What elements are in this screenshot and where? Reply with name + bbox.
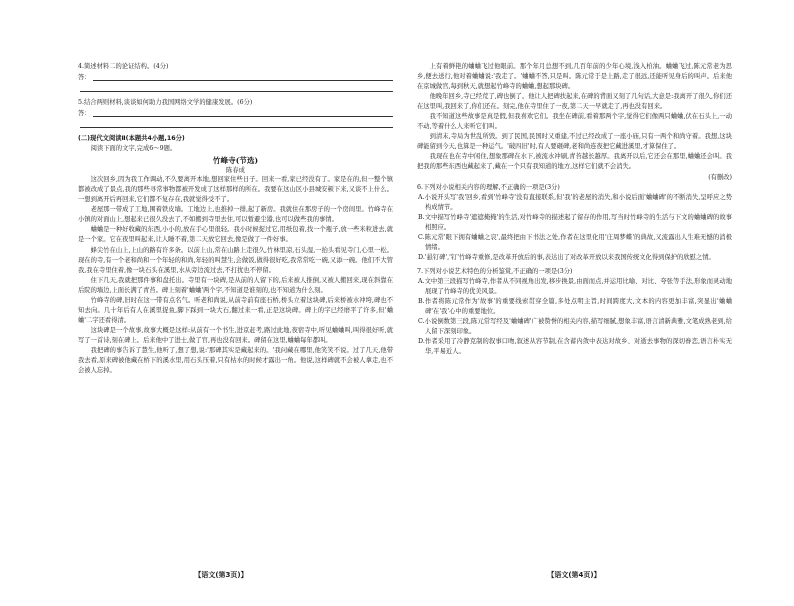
question-7: 7.下列对小说艺术特色的分析鉴赏,不正确的一项是(3分) [417,267,573,275]
answer-rule [80,91,393,92]
answer-rule [80,127,393,128]
page-number-right: 【语文(第4页)】 [547,571,601,579]
passage-paragraph: 蜂尖竹在山上,上山的路有许多条。以前上山,常在山路上走很久,竹林里凉,石头湿,一抬头看见寺门,心里一松。现在的寺,有一个老和尚和一个年轻的和尚,年轻的叫慧生,会做饭,做得很好吃,我常常吃一碗,又添一碗。他们不大管我,我在寺里住着,像一块石头在溪里,水从旁边流过去,不打扰也不停留。 [78,246,393,274]
question-5: 5.结合两则材料,谈谈如何助力我国网络文学的健康发展。(6分) [78,99,253,107]
answer-line-5[interactable] [78,108,393,119]
section-heading: (二)现代文阅读Ⅱ(本题共4小题,16分) [78,135,185,143]
passage-paragraph: 这块碑是一个故事,故事大概是这样:从前有一个书生,进京赶考,路过此地,夜宿寺中,听见蛐蛐叫,叫得很好听,就写了一首诗,刻在碑上。后来他中了进士,做了官,再也没有回来。碑留在这里,蛐蛐每年都叫。 [78,326,393,344]
answer-line-4[interactable] [78,72,393,83]
answer-line-5b[interactable] [78,119,393,130]
answer-rule [93,80,393,81]
passage-paragraph: 我把碑的事告诉了慧生,他听了,想了想,说:'那碑其实是藏起来的。'我问藏在哪里,他笑笑不说。过了几天,他带我去看,原来碑被他藏在桥下的溪水里,用石头压着,只有枯水的时候才露出一角。他说,这样碑就不会被人拿走,也不会被人忘掉。 [78,346,393,375]
passage-paragraph: 住下几天,我就把那件事和盘托出。寺里有一块碑,是从前的人留下的,后来被人推倒,又被人搬回来,现在斜靠在后院的墙边,上面长满了青苔。碑上刻着'蛐蛐'两个字,不知道是谁刻的,也不知道为什么刻。 [78,276,393,294]
answer-label: 答： [78,74,91,81]
passage-paragraph: 他晚年回乡,寺已经荒了,碑也倒了。他让人把碑扶起来,在碑的背面又刻了几句话,大意是:我离开了很久,你们还在这里叫,我回来了,你们还在。刻完,他在寺里住了一夜,第二天一早就走了,再也没有回来。 [417,93,732,111]
reading-instruction: 阅读下面的文字,完成6～9题。 [90,145,177,153]
passage-author: 陈春成 [226,167,245,175]
question-4: 4.简述材料二的论证结构。(4分) [78,63,169,70]
question-6: 6.下列对小说相关内容的理解,不正确的一项是(3分) [417,183,560,191]
left-column [78,62,393,376]
passage-paragraph: 我不知道这些故事是真是假,但我喜欢它们。我坐在碑前,看着那两个字,觉得它们像两只蛐蛐,伏在石头上,一动不动,等着什么人来听它们叫。 [417,113,732,131]
source-note: (有删改) [708,173,732,181]
page-number-left: 【语文(第3页)】 [194,571,248,579]
answer-line-4b[interactable] [78,83,393,94]
passage-paragraph: 竹峰寺的碑,旧时在这一带有点名气。听老和尚说,从前寺前有座石桥,桥头立着这块碑,后来桥被水冲垮,碑也不知去向。几十年后有人在溪里捉鱼,脚下踩到一块大石,翻过来一看,正是这块碑。碑上的字已经磨平了许多,但'蛐蛐'二字还看得清。 [78,296,393,324]
passage-paragraph: 到清末,寺局为世乱所毁。到了民国,民国时又重建,不过已经改成了一座小庙,只有一两个和尚守着。我想,这块碑能留到今天,也算是一种运气。'破四旧'时,有人要砸碑,老和尚连夜把它藏进溪里,才算保住了。 [417,133,732,151]
answer-label: 答： [78,110,91,118]
passage-title: 竹峰寺(节选) [212,156,259,166]
option-7d: D.作者采用了冷静克制的叙事口吻,叙述从容节制,在含蓄内敛中表达对故乡、对逝去事物的深切眷恋,语言朴实无华,平易近人。 [418,338,732,356]
passage-paragraph: 老屋那一带成了工地,围着铁皮墙。工地边上,也推掉一排,起了新房。我就住在那房子的一个房间里。竹峰寺在小镇的对面山上,想起来已很久没去了,不如搬到寺里去住,可以暂避尘嚣,也可以做些我的事情。 [78,206,393,224]
passage-paragraph: 上有着鲜艳的蛐蛐飞过他眼前。那个年月总想不到,几百年前的少年心境,浅入柏油。蛐蛐飞过,陈元常老为思乡,便去送行,他对着蛐蛐说:'我走了。'蛐蛐不答,只是叫。陈元常于是上路,走了很远,还能听见身后的叫声。后来他在京城做官,每到秋天,就想起竹峰寺的蛐蛐,想起那块碑。 [417,63,732,91]
passage-paragraph: 我现在也在寺中闲住,想象那碑在水下,被流水冲刷,青苔越长越厚。我离开以后,它还会在那里,蛐蛐还会叫。我把我的那些东西也藏起来了,藏在一个只有我知道的地方,这样它们就不会消失。 [417,153,732,171]
passage-paragraph: 这次回乡,因为我工作调动,不久要离开本地,想回家住些日子。回来一看,家已经没有了。家是在的,但一整个镇都被改成了景点,我的那些寻常事物都被开发成了这样那样的所在。我要在这山区小县城安顿下来,又谈不上什么。一想到离开后再回来,它们都不复存在,我就觉得受不了。 [78,176,393,204]
option-7a: A.文中第三段描写竹峰寺,作者从不同视角出发,移步换景,由面而点,并运用比喻、对比、夸张等手法,形象而灵动地展现了竹峰寺的优美风景。 [418,277,732,296]
option-6d: D.'悬钉碑','钉'竹峰寺重修,是改革开放后的事,表达出了对改革开放以来我国传统文化得到保护的欣慰之情。 [418,253,715,261]
option-7c: C.小说倒数第三段,陈元常写经及'蛐蛐碑'广被赞誉的相关内容,描写细腻,想象丰富,语言清新典雅,文笔成熟老到,给人留下深刻印象。 [418,318,732,336]
answer-rule [93,116,393,117]
right-column [417,62,732,357]
option-6a: A.小说开头写'我'回乡,看到'竹峰寺'没有直接联系,但'我'的老屋的消失,和小说后面'蛐蛐碑'的不断消失,呈呼应之势构成情节。 [418,193,732,211]
option-6b: B.文中描写竹峰寺'遮遮掩掩'的生活,对竹峰寺的描述起了留存的作用,写当时竹峰寺的生活与下文的蛐蛐碑的故事相照应。 [418,213,732,231]
option-6c: C.陈元常'眼下拥有蛐蛐之哀',最终把由下书法之处,作者在这里化用'庄周梦蝶'的典故,又流露出人生难无憾的消极情绪。 [418,233,732,251]
passage-paragraph: 蛐蛐是一种好收藏的东西,小小的,放在手心里很轻。我小时候捉过它,用纸包着,找一个瓶子,放一些米粒进去,就是一个家。它在夜里叫起来,让人睡不着,第二天放它回去,像是做了一件好事。 [78,226,393,244]
option-7b: B.作者将陈元常作为'故事'的重要线索贯穿全篇,多处点明主旨,时间跨度大,文本的内容更加丰富,突显出'蛐蛐碑'在'我'心中的重要地位。 [418,298,732,316]
